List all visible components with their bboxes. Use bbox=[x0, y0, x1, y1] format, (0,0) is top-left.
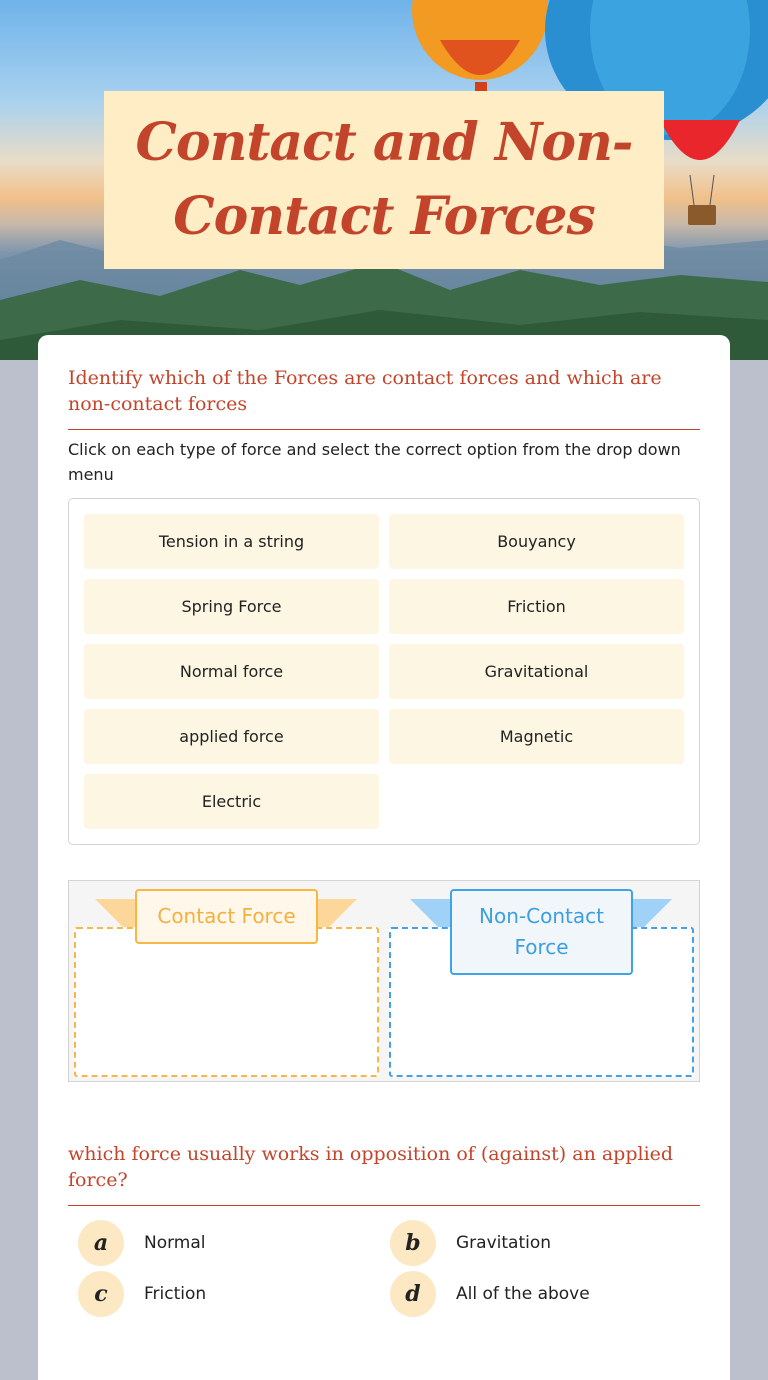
hero-banner bbox=[0, 0, 768, 360]
drag-item[interactable]: Electric bbox=[84, 774, 379, 829]
option-letter-badge: c bbox=[78, 1271, 124, 1317]
option-a[interactable] bbox=[78, 1220, 206, 1266]
option-letter-badge: b bbox=[390, 1220, 436, 1266]
contact-force-drop-zone[interactable] bbox=[74, 927, 379, 1077]
drag-items-container bbox=[68, 498, 700, 845]
option-c[interactable] bbox=[78, 1271, 206, 1317]
option-label: Friction bbox=[144, 1284, 207, 1304]
worksheet-card bbox=[38, 335, 730, 1380]
title-box bbox=[104, 91, 664, 269]
option-label: Gravitation bbox=[456, 1233, 552, 1253]
option-letter-badge: d bbox=[390, 1271, 436, 1317]
drag-item[interactable]: applied force bbox=[84, 709, 379, 764]
question-1-title: Identify which of the Forces are contact forces and which are non-contact forces bbox=[68, 365, 700, 430]
option-d[interactable] bbox=[390, 1271, 590, 1317]
page-title: Contact and Non-Contact Forces bbox=[135, 112, 633, 247]
drag-item[interactable]: Friction bbox=[389, 579, 684, 634]
option-letter-badge: a bbox=[78, 1220, 124, 1266]
question-2-title: which force usually works in opposition of (against) an applied force? bbox=[68, 1141, 700, 1206]
category-drop-area bbox=[68, 880, 700, 1082]
drag-item[interactable]: Tension in a string bbox=[84, 514, 379, 569]
drag-item[interactable]: Gravitational bbox=[389, 644, 684, 699]
option-label: Normal bbox=[144, 1233, 206, 1253]
contact-force-label: Contact Force bbox=[135, 889, 318, 944]
option-b[interactable] bbox=[390, 1220, 551, 1266]
drag-item[interactable]: Normal force bbox=[84, 644, 379, 699]
question-1-instructions: Click on each type of force and select the correct option from the drop down menu bbox=[68, 440, 681, 484]
noncontact-force-label: Non-Contact Force bbox=[450, 889, 633, 975]
drag-item[interactable]: Bouyancy bbox=[389, 514, 684, 569]
drag-item[interactable]: Spring Force bbox=[84, 579, 379, 634]
option-label: All of the above bbox=[456, 1284, 590, 1304]
drag-item[interactable]: Magnetic bbox=[389, 709, 684, 764]
